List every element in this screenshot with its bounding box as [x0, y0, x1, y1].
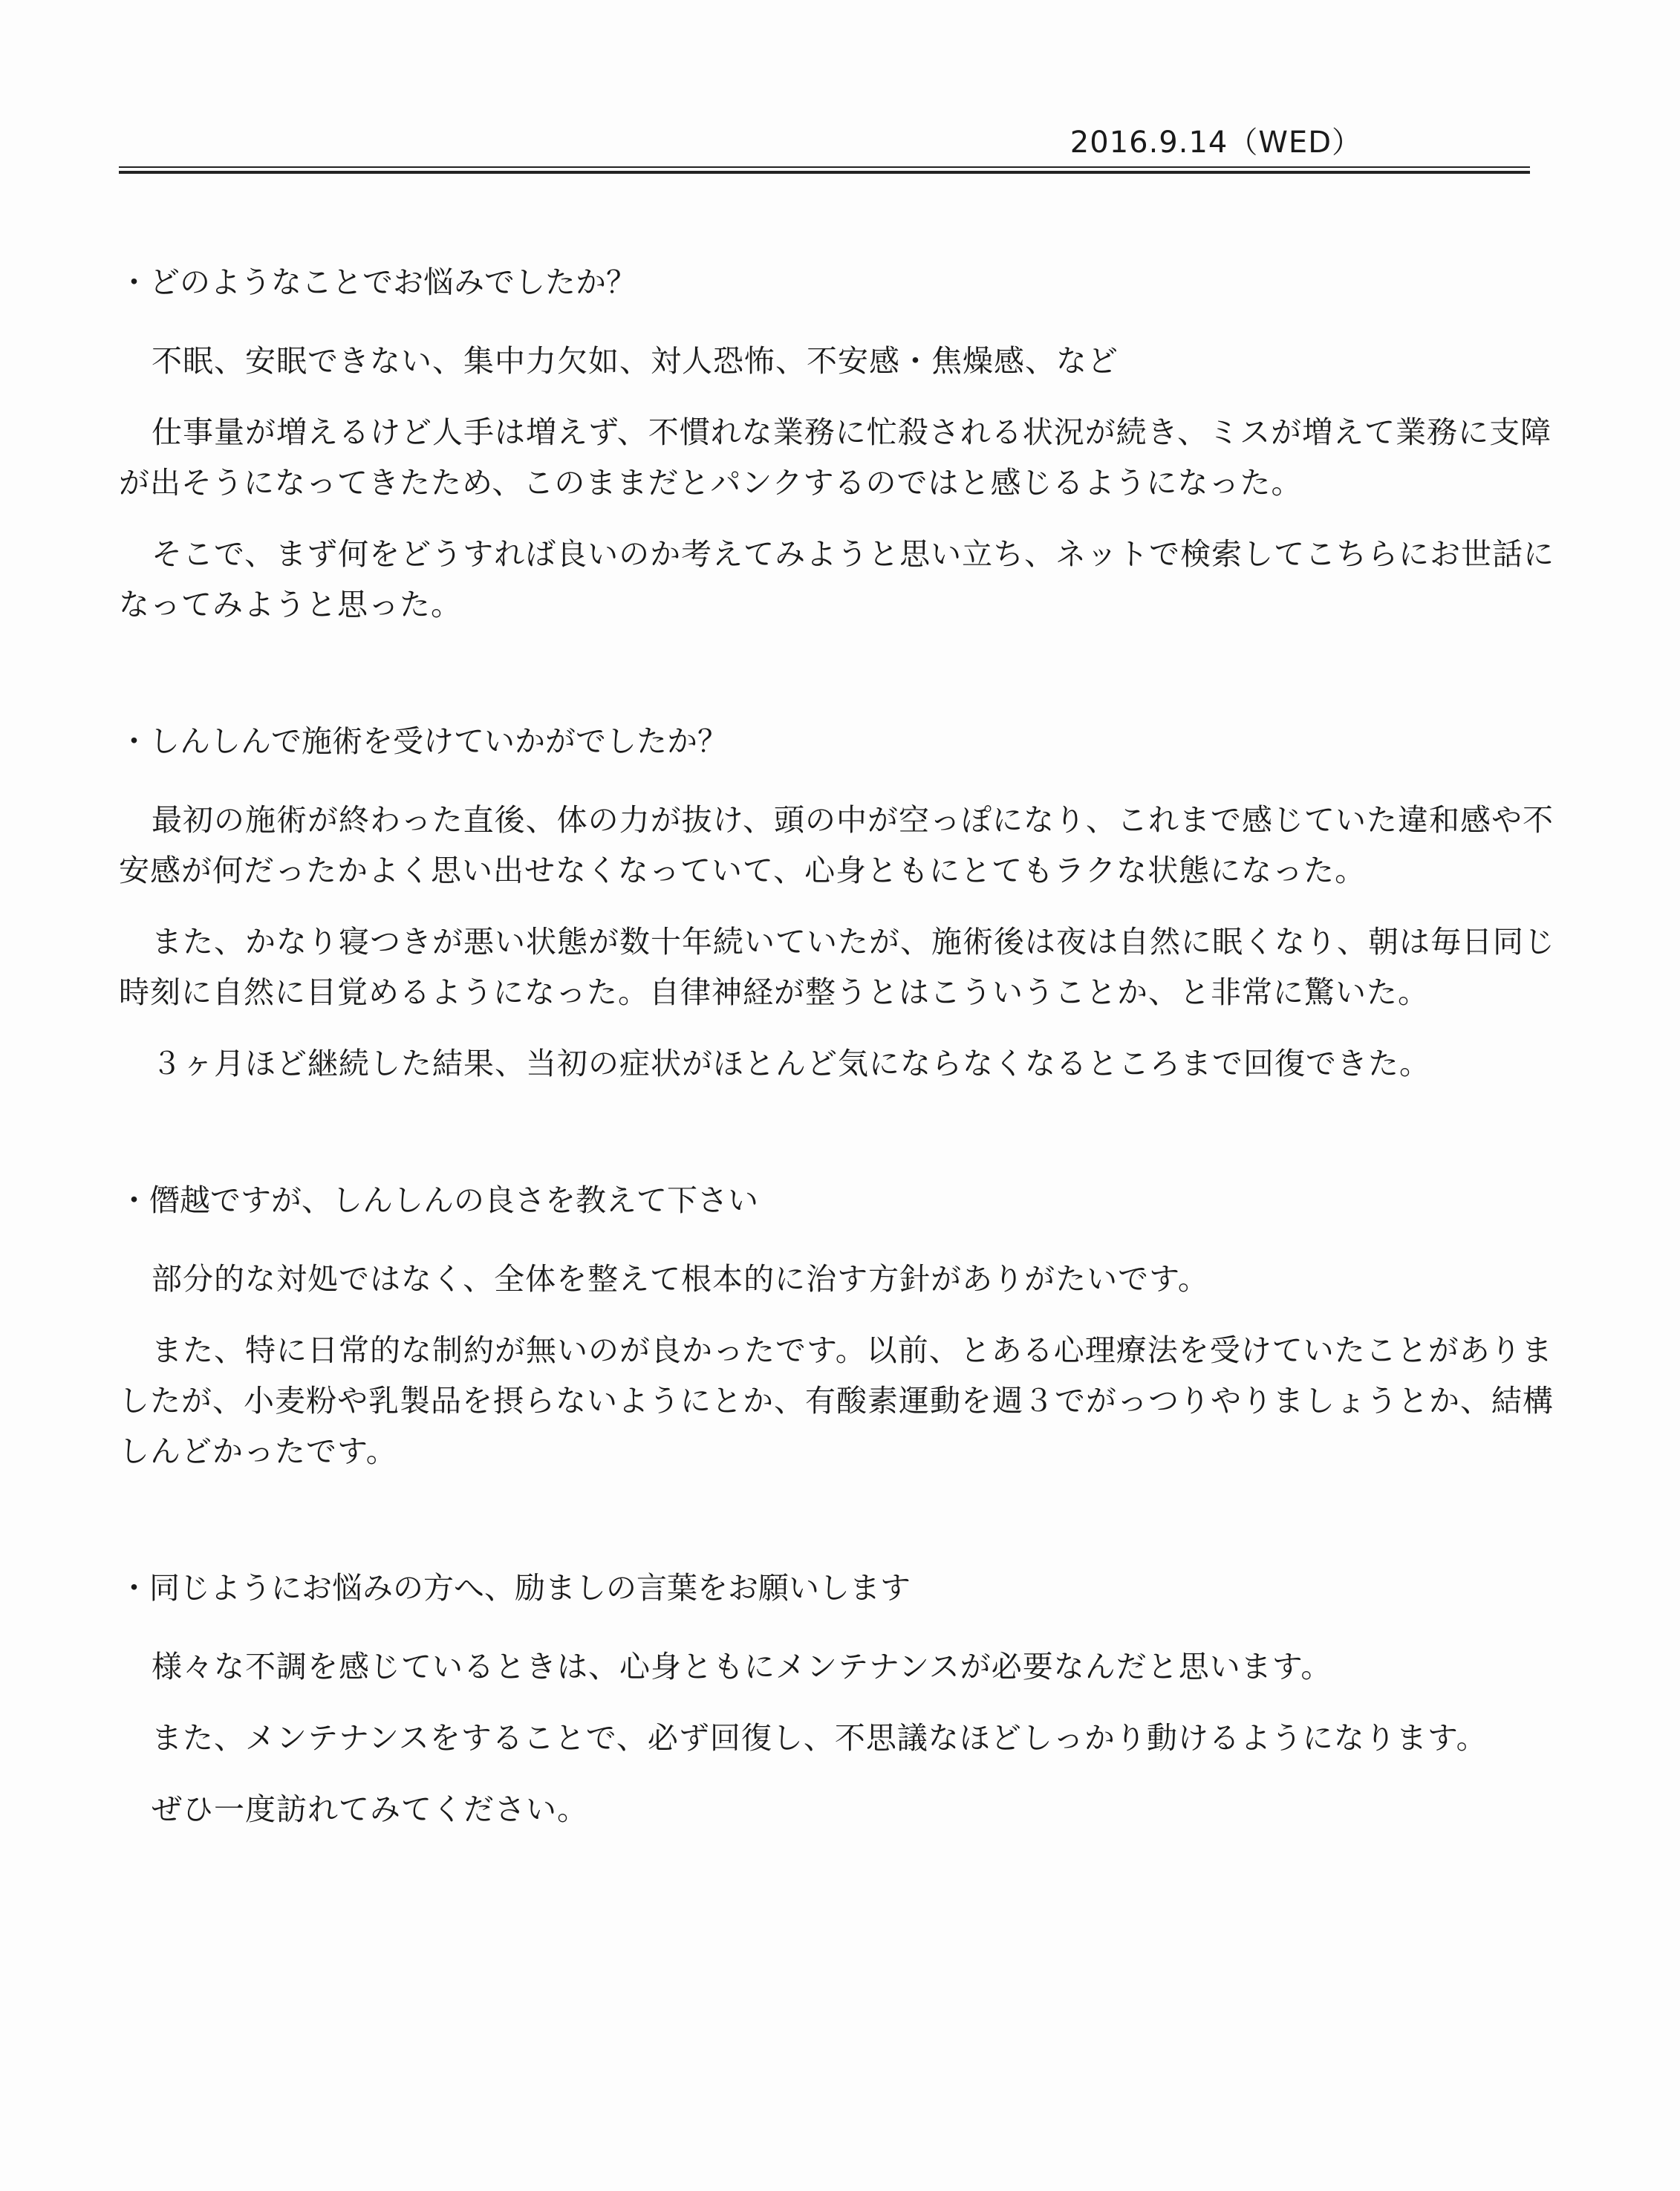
section-strengths	[119, 1178, 1567, 1477]
question-heading: ・しんしんで施術を受けていかがでしたか？	[119, 723, 728, 759]
answer-paragraph: 部分的な対処ではなく、全体を整えて根本的に治す方針がありがたいです。	[152, 1261, 1209, 1297]
question-heading: ・僭越ですが、しんしんの良さを教えて下さい	[119, 1182, 758, 1218]
document-body	[119, 260, 1567, 1924]
answer-paragraph: また、かなり寝つきが悪い状態が数十年続いていたが、施術後は夜は自然に眠くなり、朝は毎日同じ時刻に自然に目覚めるようになった。自律神経が整うとはこういうことか、と非常に驚いた。	[119, 924, 1555, 1010]
document-date: 2016.9.14（WED）	[1069, 126, 1362, 160]
answer-paragraph: ３ヶ月ほど継続した結果、当初の症状がほとんど気にならなくなるところまで回復できた。	[152, 1046, 1430, 1081]
header-rule	[119, 166, 1530, 174]
answer-paragraph: 仕事量が増えるけど人手は増えず、不慣れな業務に忙殺される状況が続き、ミスが増えて業務に支障が出そうになってきたため、このままだとパンクするのではと感じるようになった。	[119, 414, 1552, 501]
answer-paragraph: そこで、まず何をどうすれば良いのか考えてみようと思い立ち、ネットで検索してこちらにお世話になってみようと思った。	[119, 536, 1555, 622]
answer-paragraph: また、特に日常的な制約が無いのが良かったです。以前、とある心理療法を受けていたことがありましたが、小麦粉や乳製品を摂らないようにとか、有酸素運動を週３でがっつりやりましょうとか、結構しんどかったです。	[119, 1332, 1554, 1469]
section-concerns	[119, 260, 1567, 630]
answer-paragraph: また、メンテナンスをすることで、必ず回復し、不思議なほどしっかり動けるようになります。	[152, 1720, 1488, 1756]
answer-paragraph: 様々な不調を感じているときは、心身ともにメンテナンスが必要なんだと思います。	[152, 1649, 1332, 1684]
answer-paragraph: ぜひ一度訪れてみてください。	[152, 1791, 588, 1827]
answer-paragraph: 不眠、安眠できない、集中力欠如、対人恐怖、不安感・焦燥感、など	[152, 343, 1119, 379]
question-heading: ・どのようなことでお悩みでしたか？	[119, 264, 636, 300]
question-heading: ・同じようにお悩みの方へ、励ましの言葉をお願いします	[119, 1570, 911, 1606]
answer-paragraph: 最初の施術が終わった直後、体の力が抜け、頭の中が空っぽになり、これまで感じていた違和感や不安感が何だったかよく思い出せなくなっていて、心身ともにとてもラクな状態になった。	[119, 802, 1554, 888]
section-encouragement	[119, 1566, 1567, 1834]
section-treatment-experience	[119, 719, 1567, 1089]
